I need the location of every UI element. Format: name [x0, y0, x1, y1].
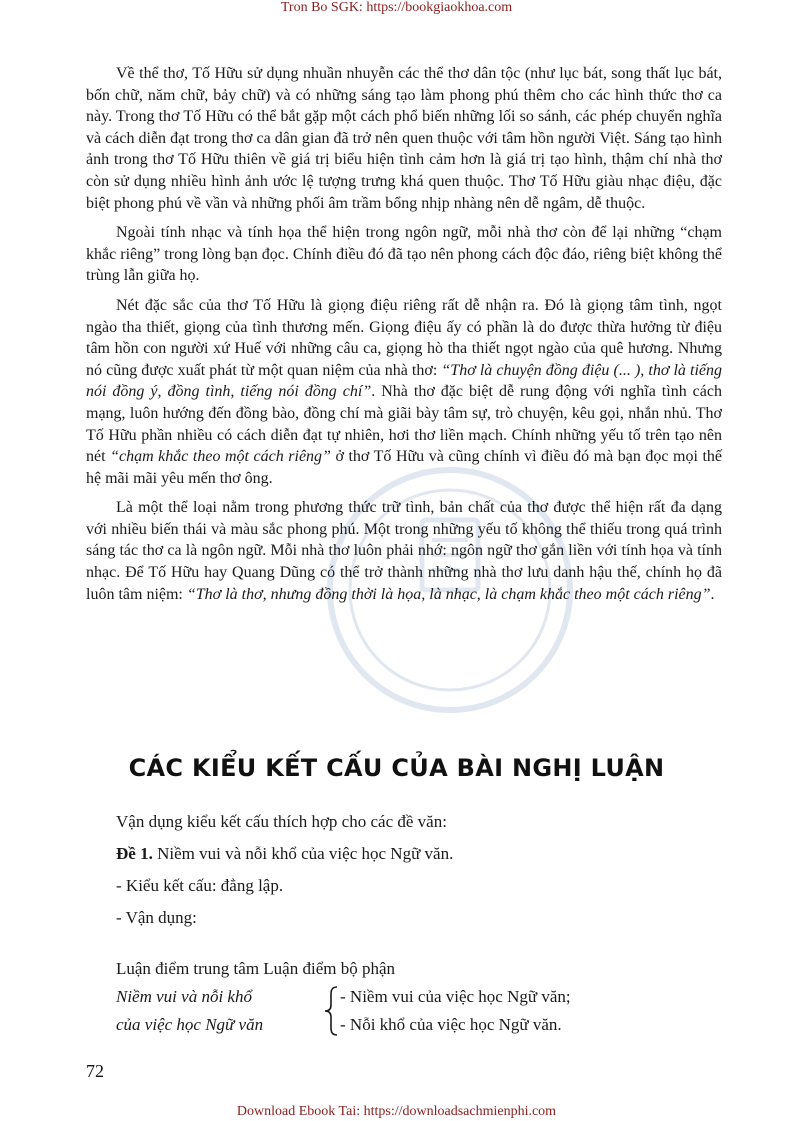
paragraph-4-post: .	[710, 585, 715, 603]
topic-1-text: Niềm vui và nỗi khổ của việc học Ngữ văn.	[152, 844, 454, 863]
argument-table	[116, 955, 676, 1039]
paragraph-4-quote: “Thơ là thơ, nhưng đồng thời là họa, là nhạc, là chạm khắc theo một cách riêng”	[186, 585, 711, 603]
table-row	[116, 983, 676, 1039]
body-text	[86, 63, 722, 613]
paragraph-3-quote-2: “chạm khắc theo một cách riêng”	[110, 448, 331, 466]
exercise-topic-1	[116, 838, 696, 870]
paragraph-3-post: ở thơ Tố Hữu và cũng chính vì điều đó mà bạn đọc mọi thế hệ mãi mãi yêu mến thơ ông.	[86, 448, 722, 487]
paragraph-1: Về thể thơ, Tố Hữu sử dụng nhuần nhuyễn các thể thơ dân tộc (như lục bát, song thất lục bát, bốn chữ, năm chữ, bảy chữ) và có những sáng tạo làm phong phú thêm cho các hình thức thơ ca này. Trong thơ Tố Hữu có thể bắt gặp một cách phổ biến những lối so sánh, các phép chuyển nghĩa và cách diễn đạt trong thơ ca dân gian đã trở nên quen thuộc với tâm hồn người Việt. Sáng tạo hình ảnh trong thơ Tố Hữu thiên về giá trị biểu hiện tình cảm hơn là giá trị tạo hình, thậm chí nhà thơ còn sử dụng nhiều hình ảnh ước lệ tượng trưng khá quen thuộc. Thơ Tố Hữu giàu nhạc điệu, đặc biệt phong phú về vần và những phối âm trầm bổng nhịp nhàng nên dễ ngâm, dễ thuộc.	[86, 65, 722, 212]
paragraph-4	[86, 497, 722, 605]
curly-brace-icon	[322, 985, 340, 1037]
paragraph-3-pre: Nét đặc sắc của thơ Tố Hữu là giọng điệu riêng rất dễ nhận ra. Đó là giọng tâm tình, ngọt ngào tha thiết, giọng của tình thương mến. Giọng điệu ấy có phần là do được thừa hưởng từ điệu tâm hồn con người xứ Huế với những câu ca, giọng hò tha thiết ngọt ngào của quê hương. Nhưng nó cũng được xuất phát từ một quan niệm của nhà thơ:	[86, 296, 722, 379]
paragraph-4-pre: Là một thể loại nằm trong phương thức trữ tình, bản chất của thơ được thể hiện rất đa dạng với nhiều biến thái và màu sắc phong phú. Một trong những yếu tố không thể thiếu trong quá trình sáng tác thơ ca là ngôn ngữ. Mỗi nhà thơ luôn phải nhớ: ngôn ngữ thơ gắn liền với tính họa và tính nhạc. Để Tố Hữu hay Quang Dũng có thể trở thành những nhà thơ lưu danh hậu thế, chính họ đã luôn tâm niệm:	[86, 499, 722, 603]
exercise-block	[116, 806, 696, 934]
sub-arguments	[340, 983, 571, 1039]
section-title: CÁC KIỂU KẾT CẤU CỦA BÀI NGHỊ LUẬN	[128, 754, 665, 782]
sub-argument-2: - Nỗi khổ của việc học Ngữ văn.	[340, 1015, 562, 1034]
central-argument-line-2: của việc học Ngữ văn	[116, 1015, 264, 1034]
header-link[interactable]: Tron Bo SGK: https://bookgiaokhoa.com	[280, 0, 513, 15]
table-header: Luận điểm trung tâm Luận điểm bộ phận	[116, 959, 396, 978]
structure-type: - Kiểu kết cấu: đẳng lập.	[116, 876, 284, 895]
paragraph-3	[86, 295, 722, 489]
footer-link[interactable]: Download Ebook Tai: https://downloadsachmienphi.com	[236, 1104, 557, 1119]
page-number: 72	[86, 1061, 104, 1081]
sub-argument-1: - Niềm vui của việc học Ngữ văn;	[340, 987, 571, 1006]
topic-1-label: Đề 1.	[116, 844, 153, 863]
exercise-intro: Vận dụng kiểu kết cấu thích hợp cho các đề văn:	[116, 812, 447, 831]
paragraph-3-mid: . Nhà thơ đặc biệt dễ rung động với nghĩa tình cách mạng, luôn hướng đến đồng bào, đồng chí mà giãi bày tâm sự, trò chuyện, kêu gọi, nhắn nhủ. Thơ Tố Hữu phần nhiều có cách diễn đạt tự nhiên, hơi thơ liền mạch. Chính những yếu tố trên tạo nên nét	[86, 383, 722, 466]
central-argument-line-1: Niềm vui và nỗi khổ	[116, 987, 252, 1006]
application-label: - Vận dụng:	[116, 908, 197, 927]
paragraph-2: Ngoài tính nhạc và tính họa thể hiện trong ngôn ngữ, mỗi nhà thơ còn để lại những “chạm khắc riêng” trong lòng bạn đọc. Chính điều đó đã tạo nên phong cách độc đáo, riêng biệt không thể trùng lẫn giữa họ.	[86, 224, 722, 285]
paragraph-3-quote-1: “Thơ là chuyện đồng điệu (... ), thơ là tiếng nói đồng ý, đồng tình, tiếng nói đồng chí”	[86, 361, 722, 401]
central-argument	[116, 983, 316, 1039]
